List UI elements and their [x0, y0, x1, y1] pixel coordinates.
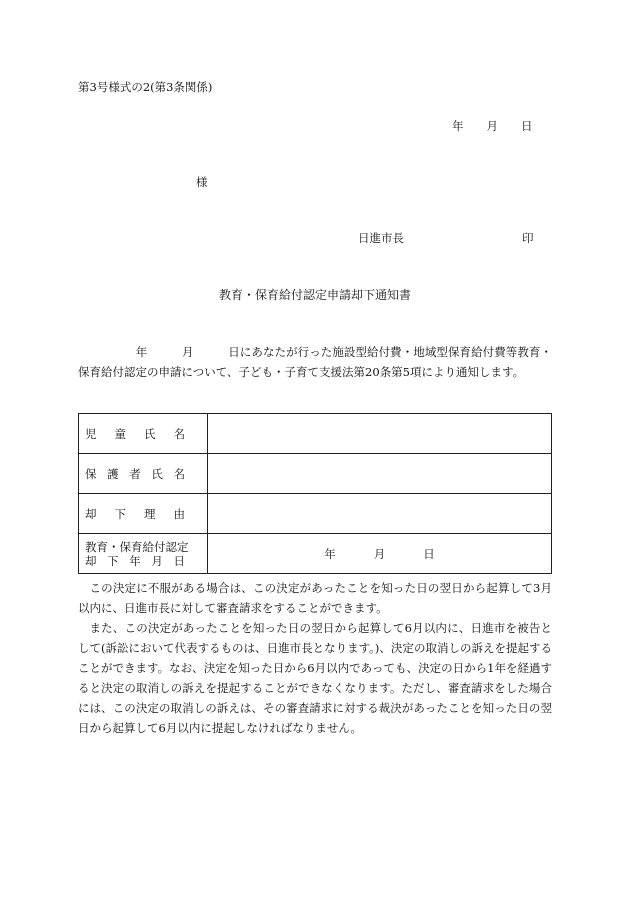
label-guardian-name: 保 護 者 氏 名 [79, 454, 208, 494]
label-rejection-reason: 却 下 理 由 [79, 494, 208, 534]
child-name-field [208, 414, 552, 454]
form-number: 第3号様式の2(第3条関係) [78, 80, 213, 94]
table-row [79, 494, 552, 534]
info-table [78, 413, 552, 574]
issuer-seal: 印 [522, 231, 534, 245]
document-title: 教育・保育給付認定申請却下通知書 [218, 288, 411, 302]
issue-date-month: 月 [486, 119, 498, 133]
addressee-honorific: 様 [196, 175, 208, 189]
table-row [79, 454, 552, 494]
issue-date-day: 日 [521, 119, 533, 133]
rejection-reason-field [208, 494, 552, 534]
note-paragraph: また、この決定があったことを知った日の翌日から起算して6月以内に、日進市を被告として(訴訟において代表するものは、日進市長となります。)、決定の取消しの訴えを提起することができます。なお、決定を知った日から6月以内であっても、決定の日から1年を経過すると決定の取消しの訴えを提起することができなくなります。ただし、審査請求をした場合には、この決定の取消しの訴えは、その審査請求に対する裁決があったことを知った日の翌日から起算して6月以内に提起しなければなりません。 [78, 621, 552, 735]
guardian-name-field [208, 454, 552, 494]
table-row [79, 414, 552, 454]
issuer-title: 日進市長 [358, 231, 404, 245]
rejection-date-field: 年 月 日 [208, 534, 552, 574]
issue-date [452, 121, 533, 133]
note-paragraph: この決定に不服がある場合は、この決定があったことを知った日の翌日から起算して3月以内に、日進市長に対して審査請求をすることができます。 [78, 581, 552, 615]
notice-body: 年 月 日にあなたが行った施設型給付費・地域型保育給付費等教育・保育給付認定の申請について、子ども・子育て支援法第20条第5項により通知します。 [78, 345, 552, 379]
label-child-name: 児 童 氏 名 [79, 414, 208, 454]
table-row [79, 534, 552, 574]
appeal-notes [78, 578, 552, 738]
issue-date-year: 年 [452, 119, 464, 133]
label-rejection-date: 教育・保育給付認定 却 下 年 月 日 [79, 534, 208, 574]
